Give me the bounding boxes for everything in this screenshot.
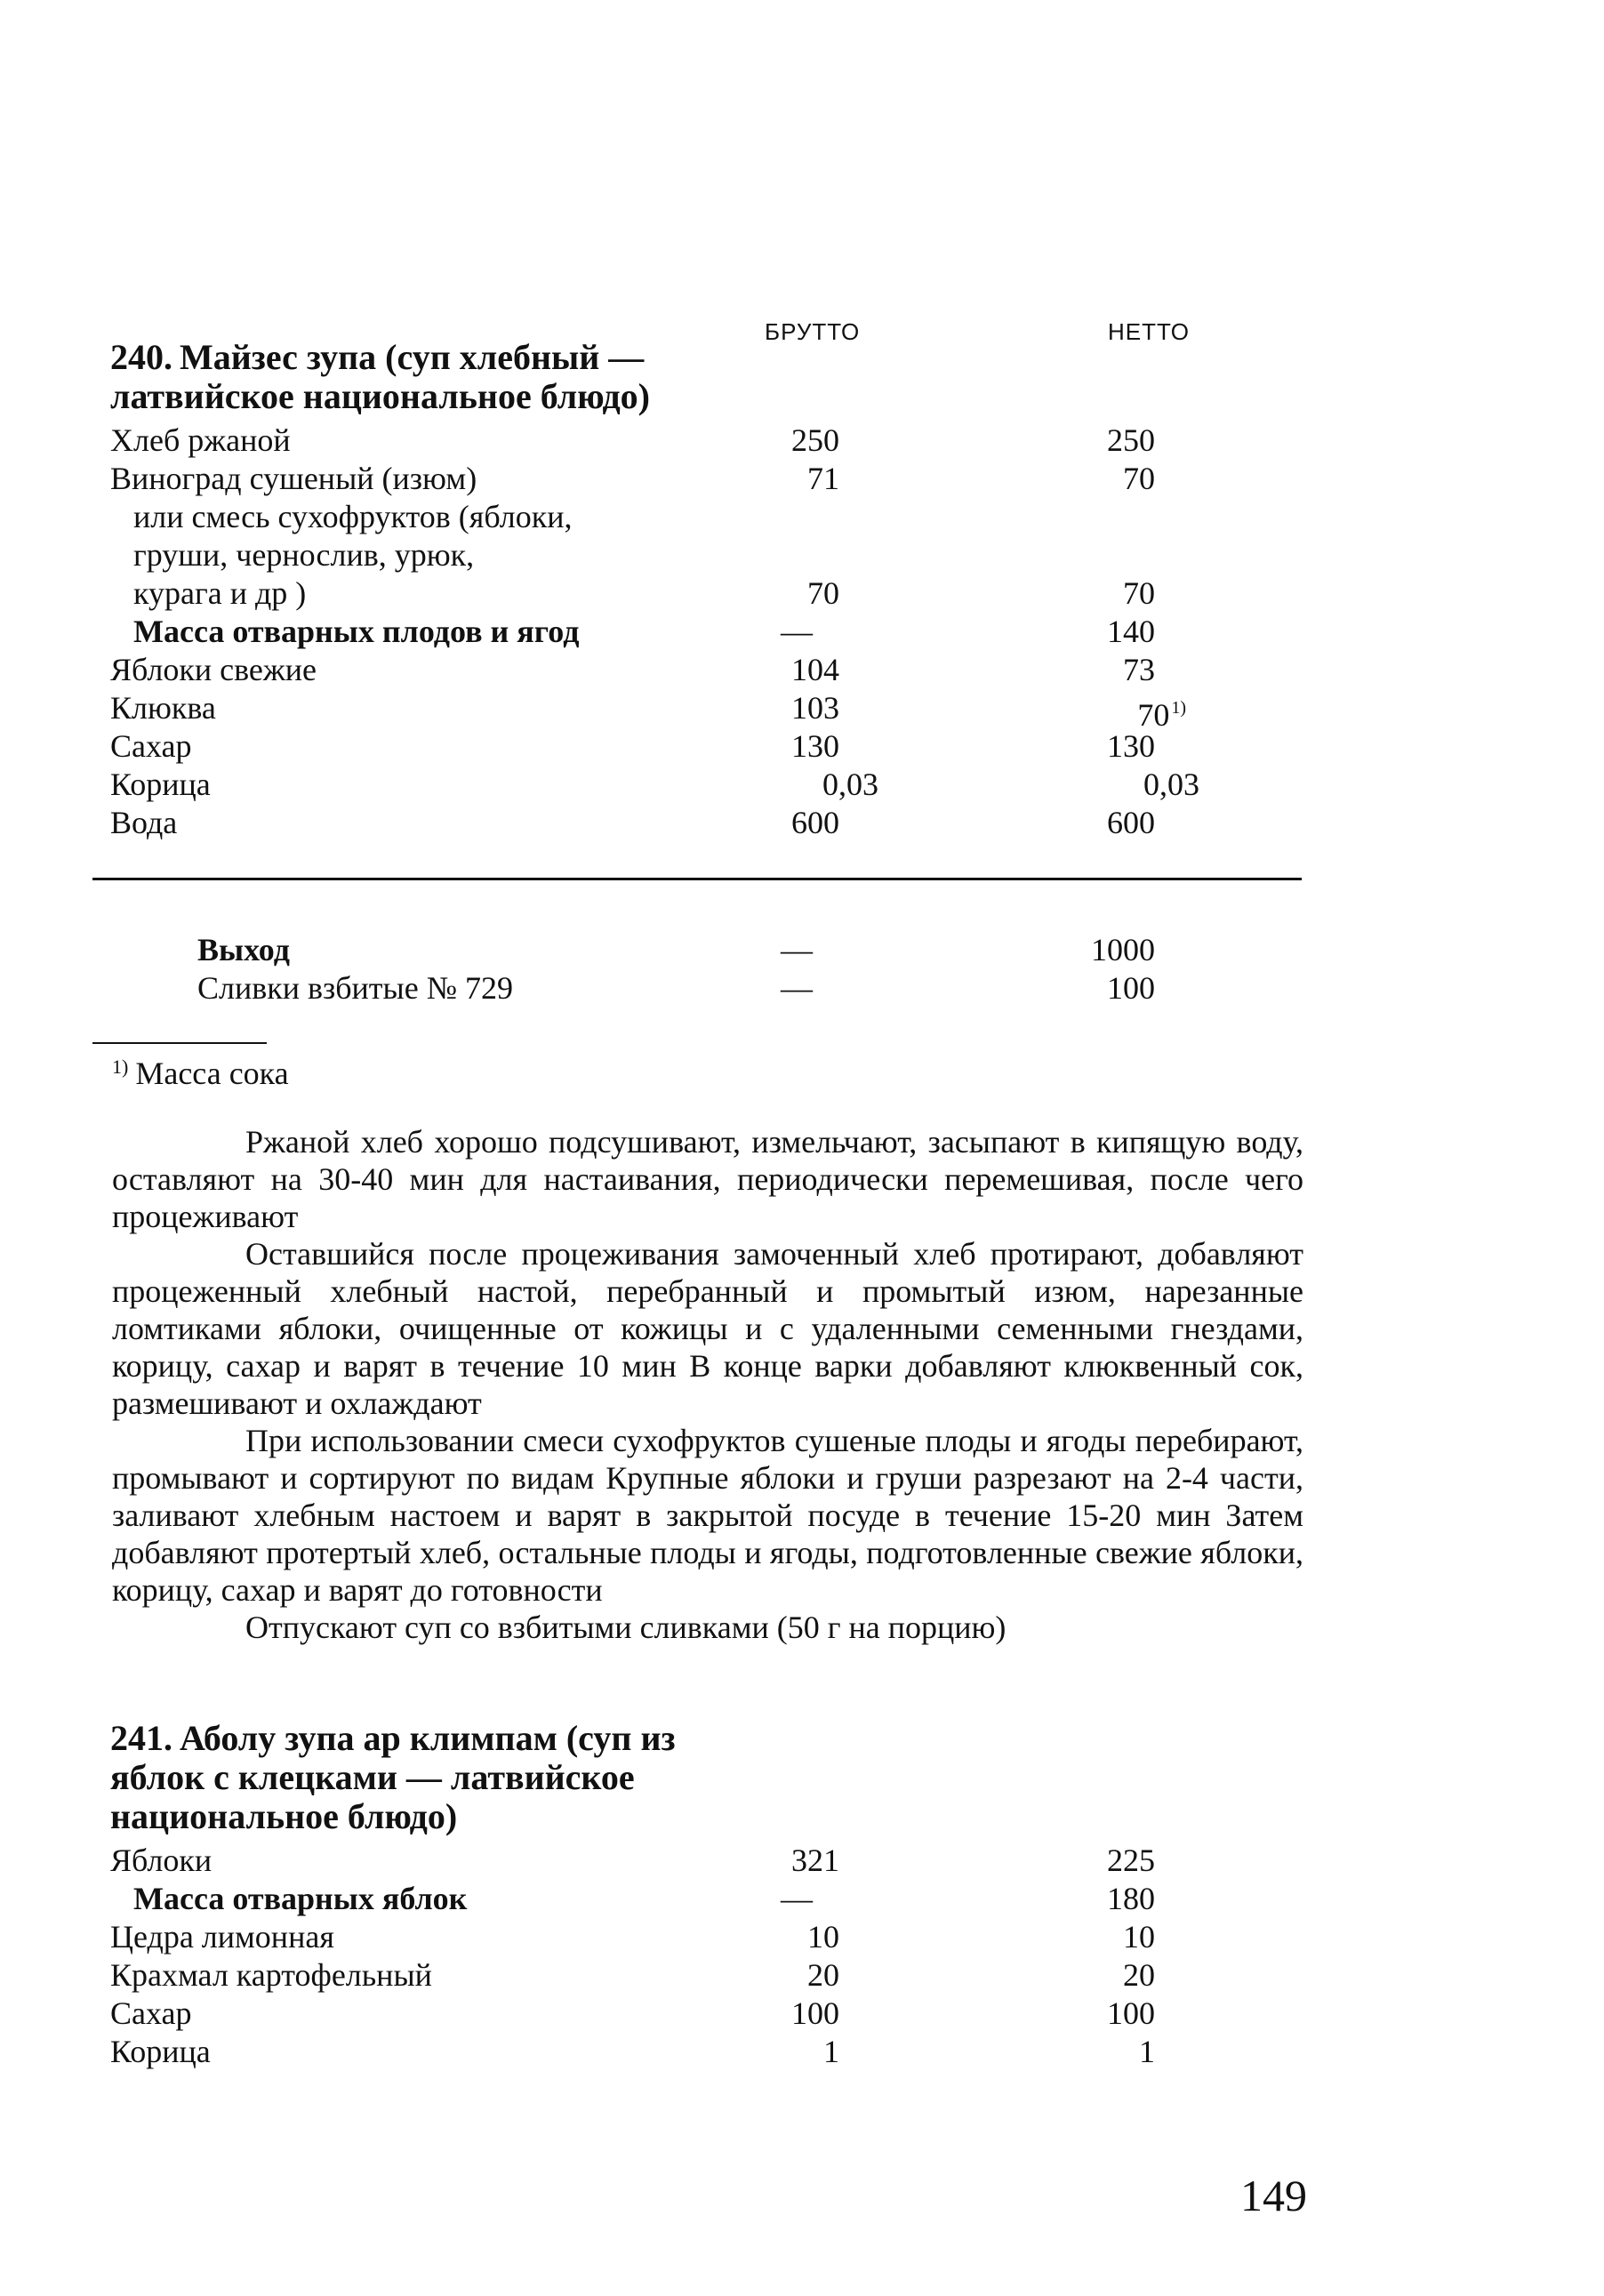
ingredient-row	[0, 498, 1604, 536]
recipe-240-method	[112, 1123, 1303, 1646]
brutto-value: 10	[807, 1919, 839, 1955]
brutto-value: —	[781, 1881, 813, 1916]
ingredient-row	[0, 1842, 1604, 1880]
yield-row	[0, 969, 1604, 1008]
ingredient-name: Яблоки свежие	[110, 652, 317, 687]
method-paragraph: При использовании смеси сухофруктов сушеные плоды и ягоды перебирают, промывают и сортируют по видам Крупные яблоки и груши разрезают на 2-4 части, заливают хлебным настоем и варят в закрытой посуде в течение 15-20 мин Затем добавляют протертый хлеб, остальные плоды и ягоды, подготовленные свежие яблоки, корицу, сахар и варят до готовности	[112, 1423, 1303, 1608]
footnote-marker: 1)	[1171, 698, 1186, 718]
recipe-240-yield	[0, 931, 1604, 1008]
ingredient-row	[0, 689, 1604, 733]
method-paragraph: Оставшийся после процеживания замоченный хлеб протирают, добавляют процеженный хлебный настой, перебранный и промытый изюм, нарезанные ломтиками яблоки, очищенные от кожицы и с удаленными семенными гнездами, корицу, сахар и варят в течение 10 мин В конце варки добавляют клюквенный сок, размешивают и охлаждают	[112, 1236, 1303, 1421]
method-paragraph: Ржаной хлеб хорошо подсушивают, измельчают, засыпают в кипящую воду, оставляют на 30-40 мин для настаивания, периодически перемешивая, после чего процеживают	[112, 1124, 1303, 1234]
netto-value: 1000	[1091, 932, 1155, 967]
netto-value: 130	[1107, 728, 1155, 764]
yield-name: Сливки взбитые № 729	[197, 970, 514, 1006]
netto-value: 0,03	[1143, 767, 1199, 802]
ingredient-name: Сахар	[110, 1995, 192, 2031]
recipe-240-ingredients	[0, 421, 1604, 842]
footnote-mark: 1)	[112, 1056, 129, 1078]
netto-value: 100	[1107, 1995, 1155, 2031]
brutto-value: 103	[791, 690, 839, 726]
brutto-value: 70	[807, 575, 839, 611]
footnote	[112, 1048, 289, 1093]
ingredient-name: курага и др )	[133, 575, 307, 611]
ingredient-row	[0, 460, 1604, 498]
yield-row	[0, 931, 1604, 969]
brutto-value: 100	[791, 1995, 839, 2031]
recipe-240-title-text: Майзес зупа (суп хлебный — латвийское национальное блюдо)	[110, 337, 650, 416]
method-paragraph: Отпускают суп со взбитыми сливками (50 г на порцию)	[245, 1610, 1007, 1645]
brutto-value: 0,03	[822, 767, 878, 802]
brutto-value: 250	[791, 422, 839, 458]
recipe-240-title	[110, 338, 750, 416]
netto-value: 180	[1107, 1881, 1155, 1916]
brutto-value: —	[781, 932, 813, 967]
column-header-brutto: БРУТТО	[765, 318, 861, 345]
recipe-241-number: 241.	[110, 1718, 172, 1758]
netto-value: 250	[1107, 422, 1155, 458]
brutto-value: 130	[791, 728, 839, 764]
netto-value: 70	[1123, 575, 1155, 611]
brutto-value: 104	[791, 652, 839, 687]
brutto-value: —	[781, 614, 813, 649]
brutto-value: —	[781, 970, 813, 1006]
netto-value: 600	[1107, 805, 1155, 840]
netto-value: 73	[1123, 652, 1155, 687]
netto-value: 10	[1123, 1919, 1155, 1955]
recipe-241-ingredients	[0, 1842, 1604, 2071]
table-divider	[92, 878, 1302, 880]
netto-value: 225	[1107, 1842, 1155, 1878]
netto-value: 70	[1137, 697, 1170, 733]
ingredient-name: Клюква	[110, 690, 216, 726]
ingredient-row	[0, 613, 1604, 651]
footnote-text: Масса сока	[135, 1056, 289, 1091]
recipe-241-title	[110, 1719, 688, 1836]
ingredient-name: Масса отварных плодов и ягод	[133, 614, 580, 649]
brutto-value: 71	[807, 461, 839, 496]
footnote-divider	[92, 1042, 267, 1044]
ingredient-row	[0, 651, 1604, 689]
netto-value: 100	[1107, 970, 1155, 1006]
recipe-241-title-text: Аболу зупа ар климпам (суп из яблок с клецками — латвийское национальное блюдо)	[110, 1718, 676, 1836]
ingredient-row	[0, 574, 1604, 613]
ingredient-name: груши, чернослив, урюк,	[133, 537, 475, 573]
netto-value: 140	[1107, 614, 1155, 649]
ingredient-row	[0, 804, 1604, 842]
ingredient-name: Крахмал картофельный	[110, 1957, 432, 1993]
brutto-value: 20	[807, 1957, 839, 1993]
netto-value: 20	[1123, 1957, 1155, 1993]
ingredient-name: Масса отварных яблок	[133, 1881, 468, 1916]
ingredient-name: Корица	[110, 2034, 211, 2069]
ingredient-row	[0, 1995, 1604, 2033]
ingredient-name: или смесь сухофруктов (яблоки,	[133, 499, 573, 534]
brutto-value: 321	[791, 1842, 839, 1878]
ingredient-row	[0, 727, 1604, 766]
ingredient-name: Хлеб ржаной	[110, 422, 291, 458]
brutto-value: 1	[823, 2034, 839, 2069]
ingredient-row	[0, 2033, 1604, 2071]
ingredient-name: Сахар	[110, 728, 192, 764]
recipe-240-number: 240.	[110, 337, 172, 377]
ingredient-name: Виноград сушеный (изюм)	[110, 461, 477, 496]
ingredient-row	[0, 1880, 1604, 1918]
netto-value: 1	[1139, 2034, 1155, 2069]
ingredient-row	[0, 1918, 1604, 1956]
ingredient-row	[0, 766, 1604, 804]
ingredient-name: Вода	[110, 805, 178, 840]
ingredient-row	[0, 421, 1604, 460]
ingredient-row	[0, 536, 1604, 574]
ingredient-row	[0, 1956, 1604, 1995]
ingredient-name: Цедра лимонная	[110, 1919, 334, 1955]
netto-value: 70	[1123, 461, 1155, 496]
brutto-value: 600	[791, 805, 839, 840]
column-header-netto: НЕТТО	[1108, 318, 1190, 345]
ingredient-name: Корица	[110, 767, 211, 802]
ingredient-name: Яблоки	[110, 1842, 213, 1878]
yield-name: Выход	[197, 932, 290, 967]
page-number: 149	[1240, 2171, 1307, 2220]
